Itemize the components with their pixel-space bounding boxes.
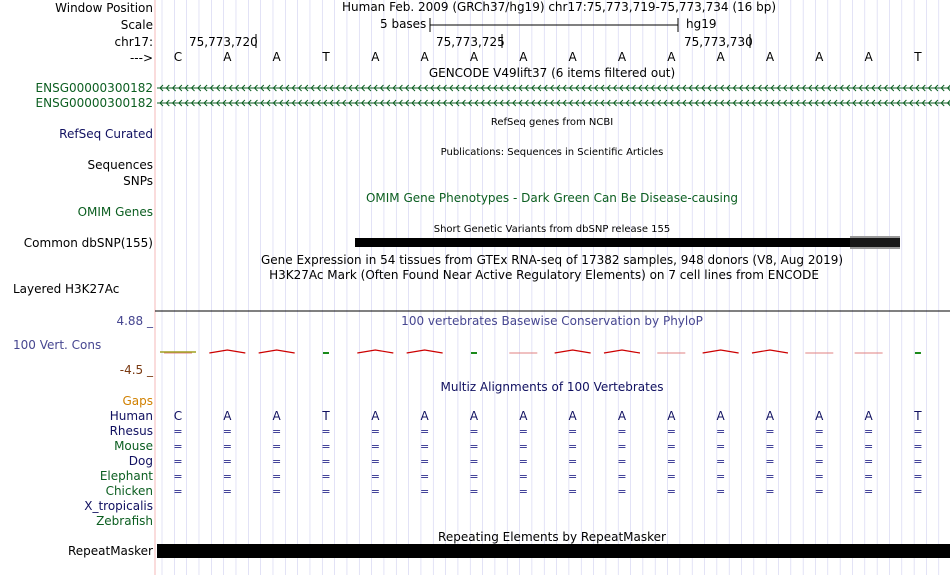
- ref-base-5: A: [420, 50, 429, 64]
- align-equal: =: [173, 455, 183, 468]
- align-equal: =: [518, 485, 528, 498]
- align-equal: =: [765, 470, 775, 483]
- align-equal: =: [568, 440, 578, 453]
- align-equal: =: [272, 440, 282, 453]
- align-equal: =: [272, 485, 282, 498]
- align-equal: =: [321, 470, 331, 483]
- align-equal: =: [913, 470, 923, 483]
- align-equal: =: [469, 485, 479, 498]
- align-equal: =: [716, 425, 726, 438]
- gaps-label: Gaps: [122, 394, 153, 408]
- ref-base-2: A: [272, 50, 281, 64]
- align-equal: =: [222, 485, 232, 498]
- align-equal: =: [617, 485, 627, 498]
- repeatmasker-bar: [157, 544, 950, 558]
- align-equal: =: [568, 425, 578, 438]
- human-base-4: A: [371, 409, 380, 423]
- phylop-ymax: 4.88 _: [116, 314, 153, 328]
- align-equal: =: [814, 455, 824, 468]
- gencode-item-2[interactable]: ENSG00000300182: [35, 96, 153, 110]
- dbsnp-bar: [355, 238, 900, 247]
- phylop-ymin: -4.5 _: [119, 363, 153, 377]
- ref-base-13: A: [815, 50, 824, 64]
- tick-label-3: 75,773,730: [684, 35, 753, 49]
- ref-base-1: A: [223, 50, 232, 64]
- align-equal: =: [321, 425, 331, 438]
- align-equal: =: [173, 485, 183, 498]
- align-equal: =: [272, 425, 282, 438]
- human-base-8: A: [568, 409, 577, 423]
- align-equal: =: [716, 440, 726, 453]
- align-equal: =: [518, 470, 528, 483]
- align-equal: =: [666, 440, 676, 453]
- align-equal: =: [321, 485, 331, 498]
- dbsnp-track-title: Short Genetic Variants from dbSNP release 155: [433, 224, 671, 235]
- human-base-9: A: [617, 409, 627, 423]
- chrom-label: chr17:: [114, 35, 153, 49]
- align-equal: =: [469, 425, 479, 438]
- repeatmasker-track-title: Repeating Elements by RepeatMasker: [438, 530, 666, 544]
- scale-db: hg19: [686, 17, 717, 31]
- align-equal: =: [716, 485, 726, 498]
- omim-track-title: OMIM Gene Phenotypes - Dark Green Can Be Disease-causing: [365, 191, 739, 205]
- multiz-track-title: Multiz Alignments of 100 Vertebrates: [440, 380, 664, 394]
- human-base-0: C: [173, 409, 183, 423]
- tick-label-2: 75,773,725: [436, 35, 505, 49]
- align-equal: =: [568, 455, 578, 468]
- align-equal: =: [913, 455, 923, 468]
- human-base-6: A: [469, 409, 479, 423]
- align-equal: =: [617, 470, 627, 483]
- publications-track-title: Publications: Sequences in Scientific Articles: [440, 147, 664, 158]
- human-base-1: A: [223, 409, 232, 423]
- scale-text: 5 bases: [380, 17, 427, 31]
- align-equal: =: [568, 470, 578, 483]
- species-elephant[interactable]: Elephant: [99, 469, 153, 483]
- align-equal: =: [420, 455, 430, 468]
- align-equal: =: [814, 470, 824, 483]
- ref-base-7: A: [519, 50, 528, 64]
- refseq-track-title: RefSeq genes from NCBI: [490, 117, 614, 128]
- align-equal: =: [666, 425, 676, 438]
- human-base-10: A: [667, 409, 676, 423]
- ref-base-3: T: [322, 50, 330, 64]
- strand-label: --->: [129, 51, 153, 65]
- align-equal: =: [370, 440, 380, 453]
- gtex-track-title: Gene Expression in 54 tissues from GTEx RNA-seq of 17382 samples, 948 donors (V8, Aug 2019): [260, 253, 844, 267]
- gencode-gene-line-2: [157, 100, 950, 106]
- ref-base-10: A: [667, 50, 676, 64]
- species-chicken[interactable]: Chicken: [105, 484, 153, 498]
- species-x-tropicalis[interactable]: X_tropicalis: [84, 499, 153, 513]
- species-rhesus[interactable]: Rhesus: [109, 424, 153, 438]
- ref-base-14: A: [864, 50, 873, 64]
- ref-base-8: A: [568, 50, 577, 64]
- align-equal: =: [666, 485, 676, 498]
- dbsnp-label[interactable]: Common dbSNP(155): [23, 236, 153, 250]
- align-equal: =: [765, 440, 775, 453]
- gencode-track-title: GENCODE V49lift37 (6 items filtered out): [428, 66, 676, 80]
- align-equal: =: [420, 425, 430, 438]
- ref-base-0: C: [173, 50, 183, 64]
- align-equal: =: [814, 440, 824, 453]
- publications-label[interactable]: Sequences: [87, 158, 153, 172]
- species-human[interactable]: Human: [109, 409, 153, 423]
- omim-label[interactable]: OMIM Genes: [77, 205, 153, 219]
- snps-label[interactable]: SNPs: [123, 174, 153, 188]
- h3k27ac-label[interactable]: Layered H3K27Ac: [13, 282, 120, 296]
- align-equal: =: [814, 425, 824, 438]
- align-equal: =: [370, 470, 380, 483]
- tick-label-1: 75,773,720: [189, 35, 258, 49]
- align-equal: =: [272, 455, 282, 468]
- align-equal: =: [765, 485, 775, 498]
- gencode-gene-line-1: [157, 85, 950, 91]
- align-equal: =: [420, 485, 430, 498]
- align-equal: =: [518, 425, 528, 438]
- align-equal: =: [864, 425, 874, 438]
- scale-label: Scale: [120, 18, 153, 32]
- phylop-track-title: 100 vertebrates Basewise Conservation by PhyloP: [401, 314, 703, 328]
- align-equal: =: [913, 485, 923, 498]
- dbsnp-bar-highlight: [850, 236, 900, 249]
- align-equal: =: [370, 485, 380, 498]
- scale-bar: [430, 18, 678, 32]
- align-equal: =: [716, 470, 726, 483]
- human-base-12: A: [765, 409, 775, 423]
- ref-base-15: T: [914, 50, 922, 64]
- window-position-label: Window Position: [55, 1, 153, 15]
- align-equal: =: [518, 440, 528, 453]
- human-base-14: A: [864, 409, 873, 423]
- align-equal: =: [420, 470, 430, 483]
- align-equal: =: [765, 425, 775, 438]
- align-equal: =: [765, 455, 775, 468]
- ref-base-9: A: [617, 50, 627, 64]
- align-equal: =: [568, 485, 578, 498]
- align-equal: =: [716, 455, 726, 468]
- align-equal: =: [864, 440, 874, 453]
- align-equal: =: [814, 485, 824, 498]
- human-base-13: A: [815, 409, 824, 423]
- align-equal: =: [173, 425, 183, 438]
- align-equal: =: [222, 455, 232, 468]
- assembly-position: Human Feb. 2009 (GRCh37/hg19) chr17:75,773,719-75,773,734 (16 bp): [342, 0, 777, 14]
- align-equal: =: [321, 440, 331, 453]
- align-equal: =: [272, 470, 282, 483]
- phylop-graph: [160, 350, 921, 354]
- align-equal: =: [173, 440, 183, 453]
- human-base-2: A: [272, 409, 281, 423]
- h3k27ac-track-title: H3K27Ac Mark (Often Found Near Active Regulatory Elements) on 7 cell lines from ENCODE: [269, 268, 819, 282]
- align-equal: =: [222, 425, 232, 438]
- align-equal: =: [864, 485, 874, 498]
- align-equal: =: [469, 470, 479, 483]
- align-equal: =: [173, 470, 183, 483]
- align-equal: =: [864, 470, 874, 483]
- species-zebrafish[interactable]: Zebrafish: [96, 514, 153, 528]
- ref-base-12: A: [765, 50, 775, 64]
- align-equal: =: [913, 425, 923, 438]
- species-dog[interactable]: Dog: [128, 454, 153, 468]
- human-base-15: T: [914, 409, 922, 423]
- align-equal: =: [666, 470, 676, 483]
- species-mouse[interactable]: Mouse: [114, 439, 153, 453]
- ref-base-4: A: [371, 50, 380, 64]
- align-equal: =: [469, 455, 479, 468]
- align-equal: =: [222, 440, 232, 453]
- align-equal: =: [518, 455, 528, 468]
- align-equal: =: [864, 455, 874, 468]
- align-equal: =: [469, 440, 479, 453]
- refseq-label[interactable]: RefSeq Curated: [59, 127, 153, 141]
- ref-base-6: A: [469, 50, 479, 64]
- align-equal: =: [370, 455, 380, 468]
- repeatmasker-label[interactable]: RepeatMasker: [67, 544, 153, 558]
- align-equal: =: [617, 455, 627, 468]
- align-equal: =: [222, 470, 232, 483]
- gencode-item-1[interactable]: ENSG00000300182: [35, 81, 153, 95]
- align-equal: =: [370, 425, 380, 438]
- human-base-7: A: [519, 409, 528, 423]
- human-base-5: A: [420, 409, 429, 423]
- ref-base-11: A: [716, 50, 725, 64]
- align-equal: =: [666, 455, 676, 468]
- human-base-11: A: [716, 409, 725, 423]
- align-equal: =: [617, 440, 627, 453]
- phylop-label[interactable]: 100 Vert. Cons: [13, 338, 102, 352]
- align-equal: =: [321, 455, 331, 468]
- align-equal: =: [617, 425, 627, 438]
- human-base-3: T: [322, 409, 330, 423]
- align-equal: =: [420, 440, 430, 453]
- align-equal: =: [913, 440, 923, 453]
